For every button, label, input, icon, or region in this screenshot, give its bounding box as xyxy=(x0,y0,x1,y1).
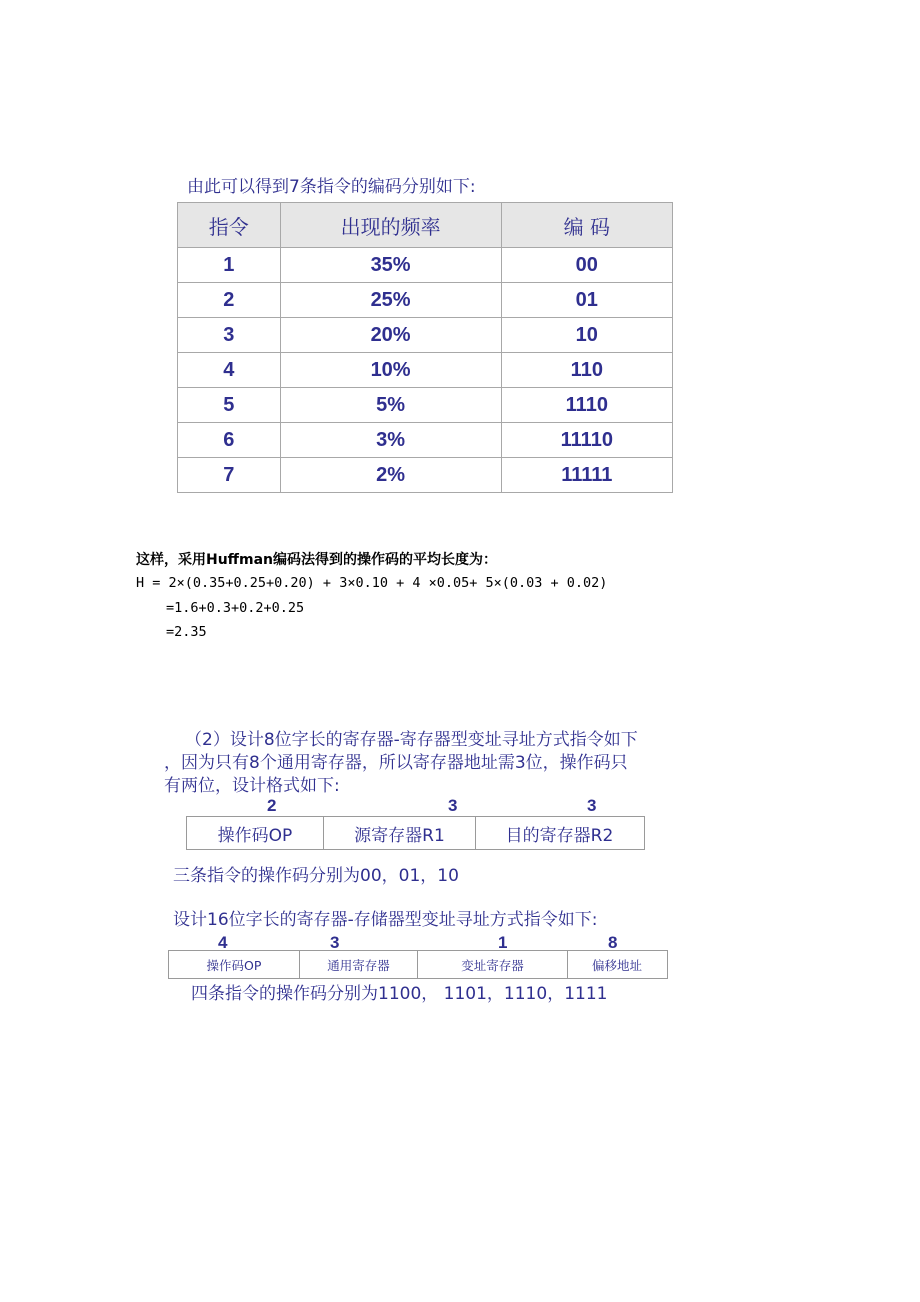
cell-code: 110 xyxy=(501,353,672,388)
cell-code: 11111 xyxy=(501,458,672,493)
cell-instruction: 5 xyxy=(178,388,281,423)
ops-16bit-text: 四条指令的操作码分别为1100， 1101，1110，1111 xyxy=(191,984,608,1004)
field16-gpr: 通用寄存器 xyxy=(300,951,418,978)
field16-index: 变址寄存器 xyxy=(418,951,568,978)
cell-frequency: 25% xyxy=(280,283,501,318)
bits16-index: 1 xyxy=(498,933,508,952)
cell-instruction: 2 xyxy=(178,283,281,318)
field-r1: 源寄存器R1 xyxy=(324,817,476,849)
table-row xyxy=(178,318,673,353)
field-r2: 目的寄存器R2 xyxy=(505,825,614,846)
part16-text: 设计16位字长的寄存器-存储器型变址寻址方式指令如下: xyxy=(173,910,598,930)
cell-frequency: 35% xyxy=(280,248,501,283)
intro-text: 由此可以得到7条指令的编码分别如下: xyxy=(187,177,476,197)
header-instruction: 指令 xyxy=(178,203,281,248)
cell-instruction: 7 xyxy=(178,458,281,493)
cell-instruction: 1 xyxy=(178,248,281,283)
table-row xyxy=(178,353,673,388)
table-row xyxy=(178,248,673,283)
cell-code: 00 xyxy=(501,248,672,283)
bits-r1: 3 xyxy=(448,796,458,815)
cell-frequency: 3% xyxy=(280,423,501,458)
cell-instruction: 6 xyxy=(178,423,281,458)
cell-instruction: 3 xyxy=(178,318,281,353)
formula-line-3: =2.35 xyxy=(166,624,207,640)
table-row xyxy=(178,423,673,458)
formula-line-2: =1.6+0.3+0.2+0.25 xyxy=(166,600,305,616)
cell-frequency: 2% xyxy=(280,458,501,493)
table-header-row xyxy=(178,203,673,248)
ops-8bit-text: 三条指令的操作码分别为00，01，10 xyxy=(173,866,459,886)
bits16-op: 4 xyxy=(218,933,228,952)
cell-code: 10 xyxy=(501,318,672,353)
encoding-table xyxy=(177,202,673,493)
table-row xyxy=(178,283,673,318)
bits16-reg: 3 xyxy=(330,933,340,952)
format-16bit xyxy=(168,950,668,979)
bits-r2: 3 xyxy=(587,796,597,815)
formula-line-1: H = 2×(0.35+0.25+0.20) + 3×0.10 + 4 ×0.05+ 5×(0.03 + 0.02) xyxy=(136,575,608,591)
cell-code: 11110 xyxy=(501,423,672,458)
cell-code: 01 xyxy=(501,283,672,318)
field16-offset: 偏移地址 xyxy=(591,957,642,973)
table-row xyxy=(178,388,673,423)
table-row xyxy=(178,458,673,493)
field-op: 操作码OP xyxy=(187,817,324,849)
cell-frequency: 20% xyxy=(280,318,501,353)
bits-op: 2 xyxy=(267,796,277,815)
format-8bit xyxy=(186,816,645,850)
part2-line-3: 有两位，设计格式如下: xyxy=(164,776,340,796)
cell-instruction: 4 xyxy=(178,353,281,388)
header-code: 编 码 xyxy=(501,203,672,248)
header-frequency: 出现的频率 xyxy=(280,203,501,248)
bits16-offset: 8 xyxy=(608,933,618,952)
summary-text: 这样，采用Huffman编码法得到的操作码的平均长度为： xyxy=(136,552,498,568)
part2-line-2: ，因为只有8个通用寄存器，所以寄存器地址需3位，操作码只 xyxy=(164,753,628,773)
cell-frequency: 5% xyxy=(280,388,501,423)
part2-line-1: （2）设计8位字长的寄存器-寄存器型变址寻址方式指令如下 xyxy=(185,730,638,750)
cell-frequency: 10% xyxy=(280,353,501,388)
field16-op: 操作码OP xyxy=(169,951,300,978)
cell-code: 1110 xyxy=(501,388,672,423)
